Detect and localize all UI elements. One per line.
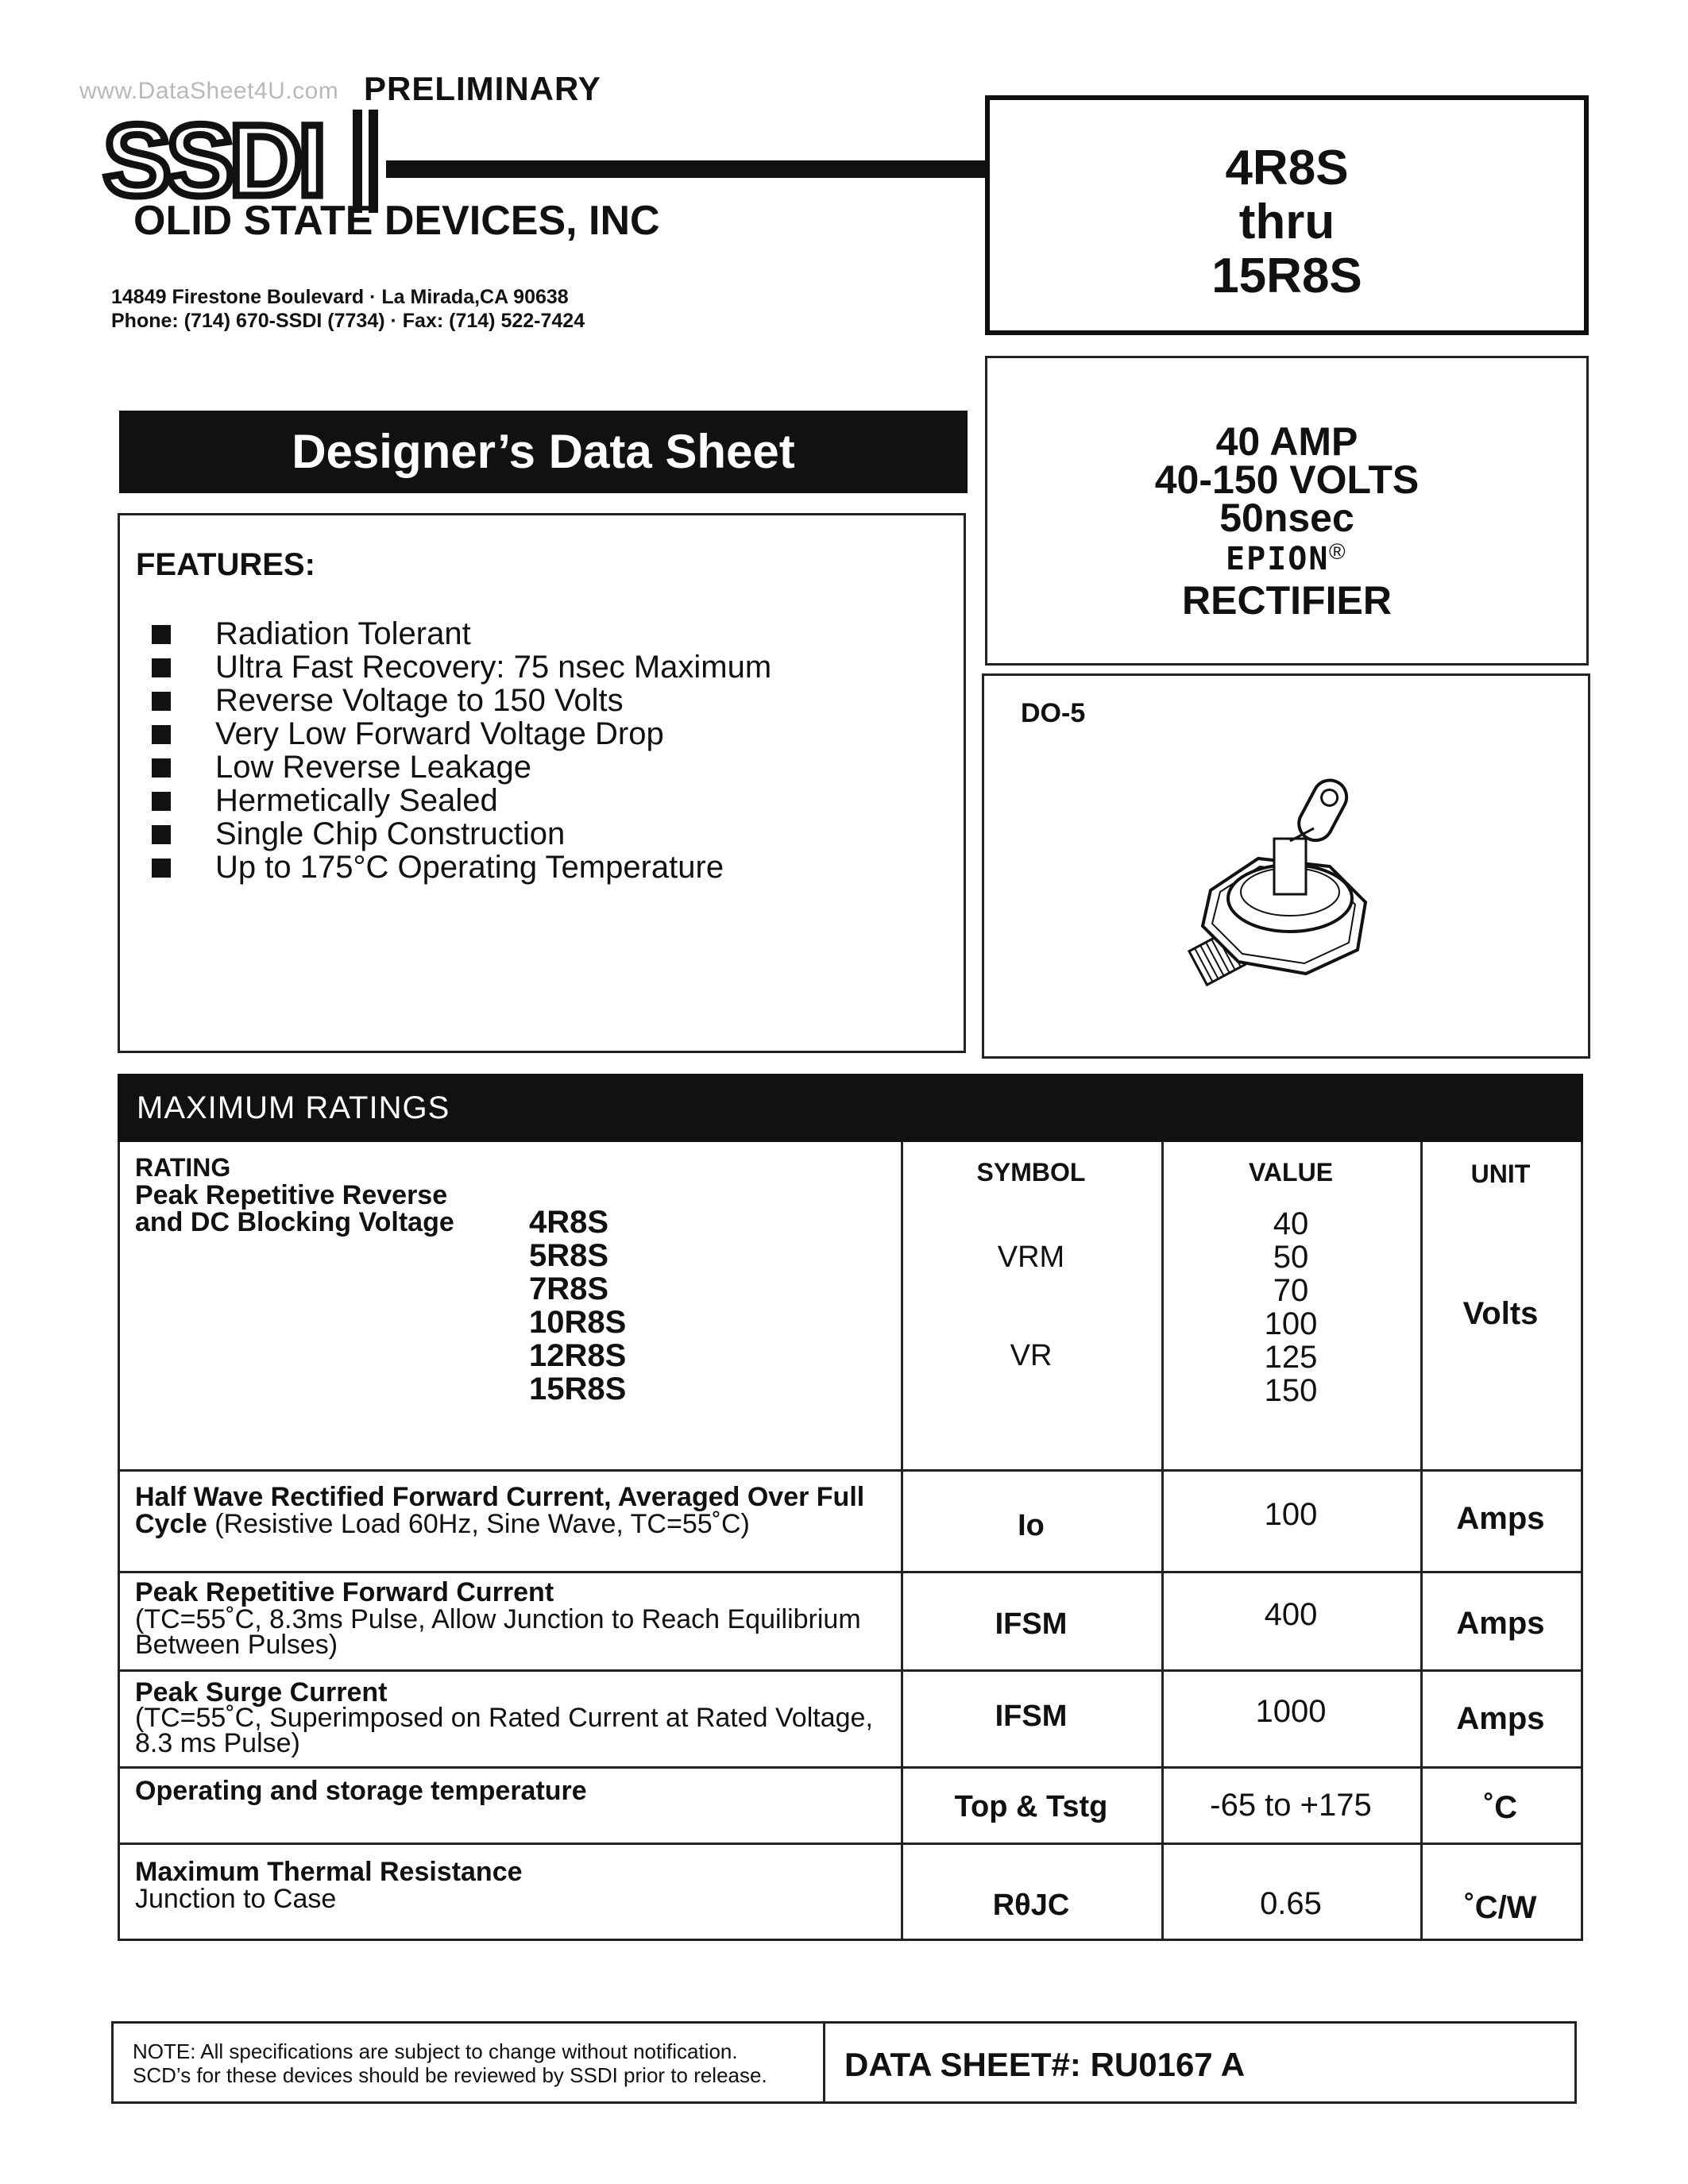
feature-item: Hermetically Sealed — [152, 784, 771, 817]
rating-desc: Between Pulses) — [135, 1630, 338, 1660]
feature-item: Very Low Forward Voltage Drop — [152, 717, 771, 751]
current-rating: 40 AMP — [1215, 419, 1358, 464]
feature-item: Up to 175°C Operating Temperature — [152, 851, 771, 884]
rating-title: Peak Surge Current — [135, 1677, 388, 1707]
do5-package-illustration — [1171, 755, 1409, 1009]
voltage-value: 125 — [1264, 1340, 1318, 1375]
footer-divider — [823, 2024, 825, 2101]
feature-item: Ultra Fast Recovery: 75 nsec Maximum — [152, 650, 771, 684]
part-first: 4R8S — [1225, 141, 1349, 195]
bullet-square-icon — [152, 692, 171, 711]
feature-item: Single Chip Construction — [152, 817, 771, 851]
bullet-square-icon — [152, 758, 171, 778]
feature-item: Radiation Tolerant — [152, 617, 771, 650]
voltage-value: 150 — [1264, 1373, 1318, 1408]
data-sheet-number: DATA SHEET#: RU0167 A — [844, 2046, 1246, 2083]
part-thru: thru — [1238, 195, 1335, 249]
rating-desc: 8.3 ms Pulse) — [135, 1728, 300, 1758]
voltage-rating: 40-150 VOLTS — [1154, 457, 1420, 502]
rating-value: 0.65 — [1260, 1886, 1322, 1921]
rating-value: 1000 — [1255, 1694, 1327, 1729]
header-symbol: SYMBOL — [976, 1158, 1086, 1187]
rating-value: -65 to +175 — [1210, 1788, 1372, 1823]
footer-box — [111, 2021, 1577, 2104]
rating-value: 100 — [1264, 1497, 1318, 1532]
logo-text: SSDI — [103, 104, 322, 218]
symbol-vrm: VRM — [997, 1241, 1065, 1274]
row-divider — [118, 1766, 1583, 1769]
company-name: OLID STATE DEVICES, INC — [133, 198, 660, 244]
symbol-ifsm: IFSM — [995, 1607, 1068, 1641]
symbol-top-tstg: Top & Tstg — [954, 1790, 1108, 1823]
voltage-unit: Volts — [1462, 1296, 1539, 1331]
feature-item: Low Reverse Leakage — [152, 751, 771, 784]
row-divider — [118, 1843, 1583, 1845]
features-title: FEATURES: — [136, 547, 315, 582]
package-box — [982, 673, 1590, 1059]
bullet-square-icon — [152, 859, 171, 878]
preliminary-label: PRELIMINARY — [364, 70, 601, 107]
table-border-right — [1581, 1142, 1583, 1941]
rating-unit: Amps — [1456, 1606, 1545, 1641]
rating-title: Maximum Thermal Resistance — [135, 1857, 523, 1887]
header-unit: UNIT — [1470, 1160, 1531, 1188]
row-divider — [118, 1469, 1583, 1472]
row-divider — [118, 1571, 1583, 1573]
rating-title: Operating and storage temperature — [135, 1776, 587, 1806]
bullet-square-icon — [152, 658, 171, 677]
table-border-bottom — [118, 1939, 1583, 1941]
header-rule — [386, 160, 990, 178]
header-rating: RATING — [135, 1153, 231, 1182]
voltage-value: 100 — [1264, 1306, 1318, 1341]
watermark-text: www.DataSheet4U.com — [79, 78, 339, 104]
part-number-box — [985, 95, 1589, 335]
recovery-time: 50nsec — [1219, 496, 1354, 540]
symbol-ifsm: IFSM — [995, 1700, 1068, 1733]
address-line: 14849 Firestone Boulevard · La Mirada,CA 90638 — [111, 286, 569, 308]
part-number: 10R8S — [529, 1305, 627, 1340]
row-divider — [118, 1669, 1583, 1672]
note-text: NOTE: All specifications are subject to change without notification. — [133, 2039, 738, 2063]
voltage-rating-label: Peak Repetitive Reverse — [135, 1180, 448, 1210]
part-number: 7R8S — [529, 1271, 609, 1306]
rating-unit: ˚C/W — [1464, 1890, 1537, 1925]
bullet-square-icon — [152, 792, 171, 811]
table-border-left — [118, 1142, 120, 1941]
bullet-square-icon — [152, 825, 171, 844]
rating-unit: Amps — [1456, 1501, 1545, 1536]
rating-value: 400 — [1264, 1597, 1318, 1632]
package-label: DO-5 — [1021, 698, 1086, 728]
voltage-value: 70 — [1273, 1273, 1309, 1308]
symbol-vr: VR — [1010, 1339, 1053, 1372]
rating-title: Half Wave Rectified Forward Current, Averaged Over Full — [135, 1482, 865, 1512]
rating-unit: ˚C — [1483, 1790, 1518, 1825]
feature-item: Reverse Voltage to 150 Volts — [152, 684, 771, 717]
contact-line: Phone: (714) 670-SSDI (7734) · Fax: (714) 522-7424 — [111, 310, 585, 332]
epion-brand-logo: EPION — [1226, 541, 1330, 577]
part-number: 15R8S — [529, 1372, 627, 1406]
voltage-rating-label: and DC Blocking Voltage — [135, 1207, 454, 1237]
maximum-ratings-table — [118, 1142, 1583, 1941]
features-list — [152, 617, 771, 884]
part-number: 12R8S — [529, 1338, 627, 1373]
rating-desc: Junction to Case — [135, 1884, 337, 1914]
note-text: SCD’s for these devices should be reviewed by SSDI prior to release. — [133, 2063, 767, 2087]
spec-summary-box — [985, 356, 1589, 666]
part-number: 5R8S — [529, 1238, 609, 1273]
header-value: VALUE — [1248, 1158, 1334, 1187]
rating-desc: (TC=55˚C, Superimposed on Rated Current at Rated Voltage, — [135, 1703, 873, 1733]
registered-mark: ® — [1329, 539, 1346, 564]
designers-data-sheet-banner: Designer’s Data Sheet — [119, 411, 968, 493]
part-number: 4R8S — [529, 1205, 609, 1240]
bullet-square-icon — [152, 625, 171, 644]
rating-desc: (TC=55˚C, 8.3ms Pulse, Allow Junction to Reach Equilibrium — [135, 1604, 861, 1634]
rating-unit: Amps — [1456, 1701, 1545, 1736]
features-box — [118, 513, 966, 1053]
symbol-io: Io — [1018, 1509, 1045, 1542]
voltage-value: 40 — [1273, 1206, 1309, 1241]
voltage-value: 50 — [1273, 1240, 1309, 1275]
rating-title: Peak Repetitive Forward Current — [135, 1577, 554, 1607]
device-type: RECTIFIER — [1182, 578, 1392, 623]
bullet-square-icon — [152, 725, 171, 744]
rating-desc: Cycle (Resistive Load 60Hz, Sine Wave, TC=55˚C) — [135, 1509, 750, 1539]
symbol-rthjc: RθJC — [992, 1889, 1070, 1922]
maximum-ratings-header: MAXIMUM RATINGS — [118, 1074, 1583, 1142]
part-last: 15R8S — [1211, 249, 1362, 303]
